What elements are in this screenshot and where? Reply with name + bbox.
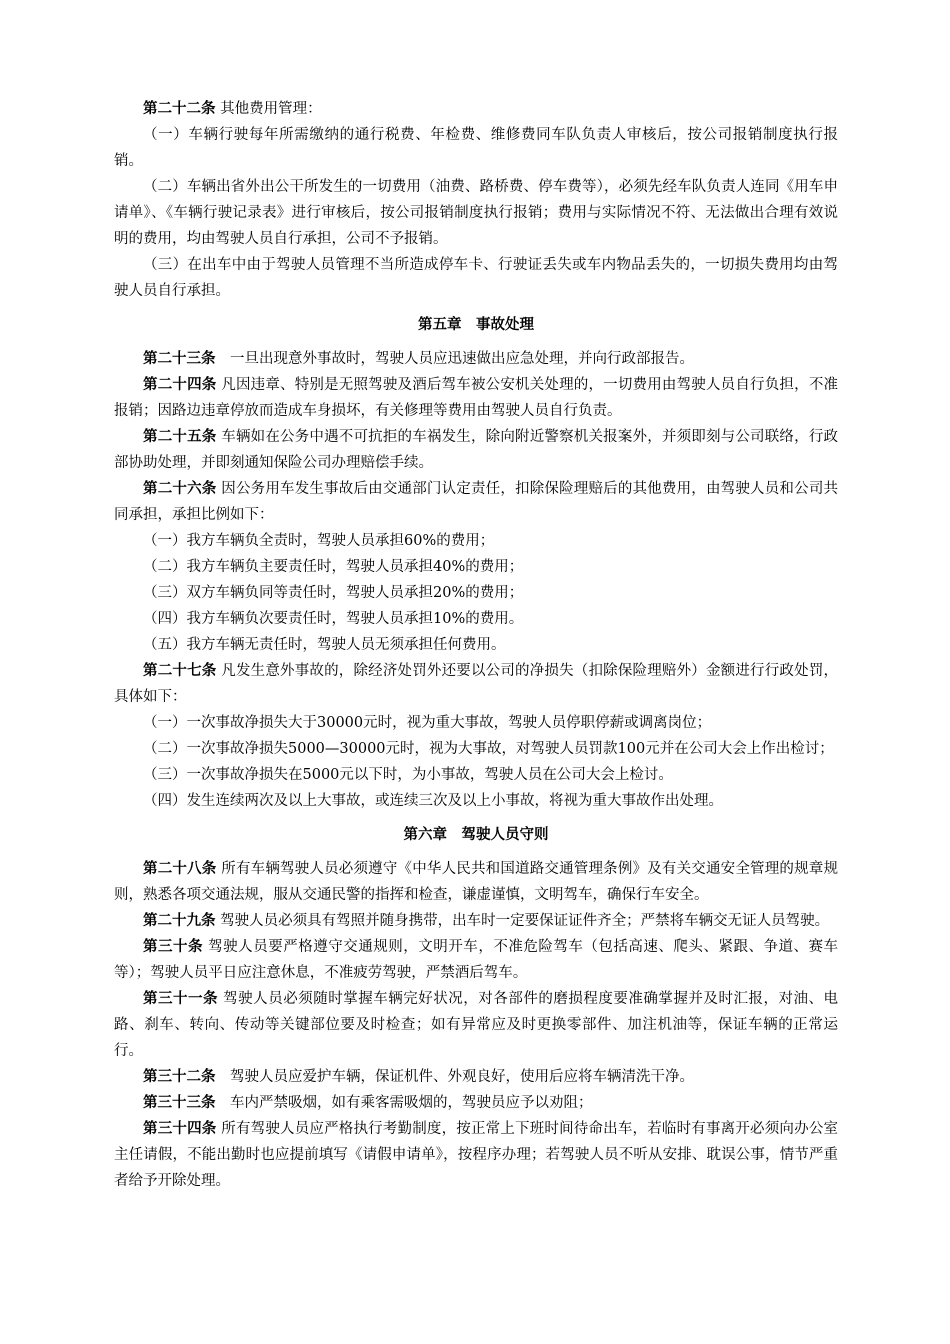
article-number: 第二十九条 xyxy=(143,912,216,929)
paragraph xyxy=(114,252,838,304)
paragraph xyxy=(114,528,838,554)
paragraph xyxy=(114,736,838,762)
paragraph-text: （三）在出车中由于驾驶人员管理不当所造成停车卡、行驶证丢失或车内物品丢失的，一切损失费用均由驾驶人员自行承担。 xyxy=(114,257,838,299)
paragraph xyxy=(114,96,838,122)
paragraph xyxy=(114,710,838,736)
paragraph xyxy=(114,856,838,908)
paragraph-text: （二）我方车辆负主要责任时，驾驶人员承担40%的费用； xyxy=(143,559,524,575)
article-number: 第三十条 xyxy=(143,938,204,955)
article-number: 第三十三条 xyxy=(143,1094,216,1111)
article-number: 第二十五条 xyxy=(143,428,217,445)
paragraph xyxy=(114,632,838,658)
paragraph-text: 驾驶人员应爱护车辆，保证机件、外观良好，使用后应将车辆清洗干净。 xyxy=(215,1069,694,1085)
paragraph-text: （二）车辆出省外出公干所发生的一切费用（油费、路桥费、停车费等），必须先经车队负责人连同《用车申请单》、《车辆行驶记录表》进行审核后，按公司报销制度执行报销；费用与实际情况不符、无法做出合理有效说明的费用，均由驾驶人员自行承担，公司不予报销。 xyxy=(114,179,838,247)
paragraph-text: 因公务用车发生事故后由交通部门认定责任，扣除保险理赔后的其他费用，由驾驶人员和公司共同承担，承担比例如下： xyxy=(114,481,839,523)
paragraph-text: （三）双方车辆负同等责任时，驾驶人员承担20%的费用； xyxy=(143,585,524,601)
paragraph-text: 车内严禁吸烟，如有乘客需吸烟的，驾驶员应予以劝阻； xyxy=(215,1095,593,1111)
paragraph-text: 其他费用管理： xyxy=(215,101,322,117)
chapter-heading xyxy=(114,312,838,338)
article-number: 第二十六条 xyxy=(143,480,217,497)
paragraph-text: （一）我方车辆负全责时，驾驶人员承担60%的费用； xyxy=(143,533,495,549)
paragraph-text: （五）我方车辆无责任时，驾驶人员无须承担任何费用。 xyxy=(143,637,506,653)
chapter-heading xyxy=(114,822,838,848)
paragraph xyxy=(114,986,838,1064)
paragraph-text: 第五章 事故处理 xyxy=(418,316,534,333)
paragraph-text: 第六章 驾驶人员守则 xyxy=(403,826,549,843)
paragraph xyxy=(114,424,838,476)
article-number: 第二十七条 xyxy=(143,662,217,679)
paragraph xyxy=(114,580,838,606)
paragraph-text: （三）一次事故净损失在5000元以下时，为小事故，驾驶人员在公司大会上检讨。 xyxy=(143,767,673,783)
paragraph-text: （一）车辆行驶每年所需缴纳的通行税费、年检费、维修费同车队负责人审核后，按公司报销制度执行报销。 xyxy=(114,127,838,169)
paragraph-text: 一旦出现意外事故时，驾驶人员应迅速做出应急处理，并向行政部报告。 xyxy=(215,351,694,367)
article-number: 第三十二条 xyxy=(143,1068,216,1085)
paragraph xyxy=(114,122,838,174)
paragraph-text: 车辆如在公务中遇不可抗拒的车祸发生，除向附近警察机关报案外，并须即刻与公司联络，行政部协助处理，并即刻通知保险公司办理赔偿手续。 xyxy=(114,429,839,471)
paragraph-text: 驾驶人员要严格遵守交通规则，文明开车，不准危险驾车（包括高速、爬头、紧跟、争道、赛车等）；驾驶人员平日应注意休息，不准疲劳驾驶，严禁酒后驾车。 xyxy=(114,939,839,981)
paragraph-text: （二）一次事故净损失5000—30000元时，视为大事故，对驾驶人员罚款100元并在公司大会上作出检讨； xyxy=(143,741,834,757)
paragraph xyxy=(114,1064,838,1090)
paragraph xyxy=(114,606,838,632)
paragraph xyxy=(114,658,838,710)
paragraph xyxy=(114,346,838,372)
paragraph xyxy=(114,174,838,252)
paragraph-text: 驾驶人员必须随时掌握车辆完好状况，对各部件的磨损程度要准确掌握并及时汇报，对油、电路、刹车、转向、传动等关键部位要及时检查；如有异常应及时更换零部件、加注机油等，保证车辆的正常运行。 xyxy=(114,991,839,1059)
paragraph-text: （四）我方车辆负次要责任时，驾驶人员承担10%的费用。 xyxy=(143,611,524,627)
paragraph xyxy=(114,372,838,424)
article-number: 第二十四条 xyxy=(143,376,217,393)
paragraph xyxy=(114,1116,838,1194)
paragraph-text: 凡因违章、特别是无照驾驶及酒后驾车被公安机关处理的，一切费用由驾驶人员自行负担，不准报销；因路边违章停放而造成车身损坏，有关修理等费用由驾驶人员自行负责。 xyxy=(114,377,839,419)
article-number: 第三十四条 xyxy=(143,1120,217,1137)
paragraph xyxy=(114,476,838,528)
paragraph-text: 所有车辆驾驶人员必须遵守《中华人民共和国道路交通管理条例》及有关交通安全管理的规章规则，熟悉各项交通法规，服从交通民警的指挥和检查，谦虚谨慎，文明驾车，确保行车安全。 xyxy=(114,861,839,903)
article-number: 第二十二条 xyxy=(143,100,216,117)
paragraph-text: 凡发生意外事故的，除经济处罚外还要以公司的净损失（扣除保险理赔外）金额进行行政处罚，具体如下： xyxy=(114,663,839,705)
paragraph xyxy=(114,1090,838,1116)
paragraph xyxy=(114,554,838,580)
article-number: 第二十八条 xyxy=(143,860,217,877)
paragraph xyxy=(114,908,838,934)
paragraph-text: 所有驾驶人员应严格执行考勤制度，按正常上下班时间待命出车，若临时有事离开必须向办公室主任请假，不能出勤时也应提前填写《请假申请单》，按程序办理；若驾驶人员不听从安排、耽误公事，情节严重者给予开除处理。 xyxy=(114,1121,839,1189)
paragraph xyxy=(114,762,838,788)
article-number: 第三十一条 xyxy=(143,990,219,1007)
paragraph xyxy=(114,934,838,986)
article-number: 第二十三条 xyxy=(143,350,216,367)
document-page xyxy=(114,96,838,1194)
paragraph-text: （四）发生连续两次及以上大事故，或连续三次及以上小事故，将视为重大事故作出处理。 xyxy=(143,793,723,809)
paragraph-text: 驾驶人员必须具有驾照并随身携带，出车时一定要保证证件齐全；严禁将车辆交无证人员驾驶。 xyxy=(215,913,830,929)
paragraph-text: （一）一次事故净损失大于30000元时，视为重大事故，驾驶人员停职停薪或调离岗位； xyxy=(143,715,712,731)
paragraph xyxy=(114,788,838,814)
